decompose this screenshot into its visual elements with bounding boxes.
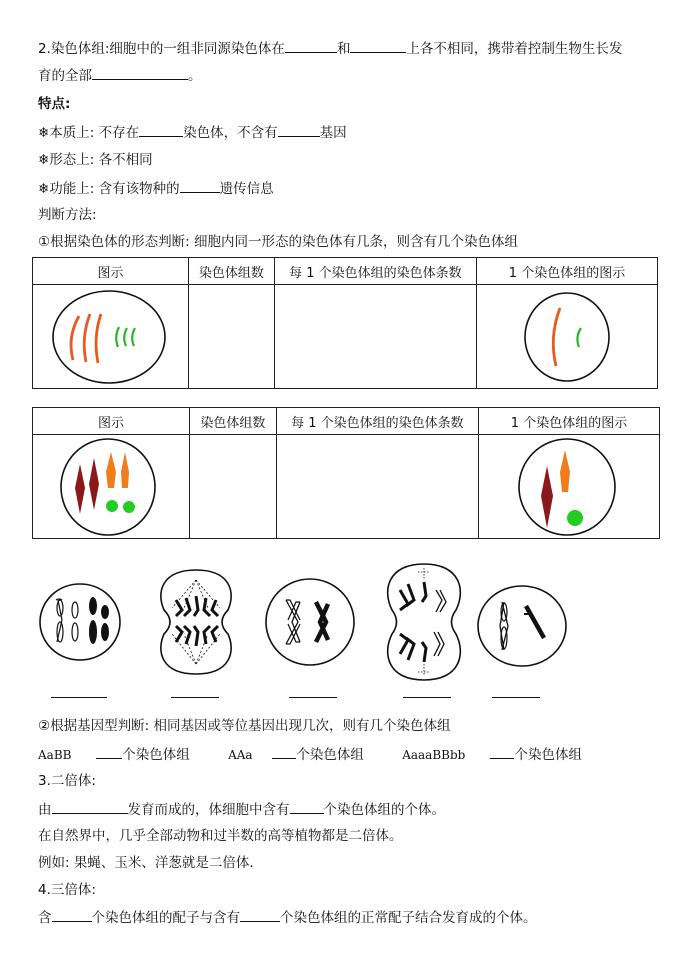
table-1-header-row [33, 258, 658, 285]
cell-diagram-e [474, 582, 570, 670]
cell-diagram-a [36, 580, 124, 664]
answer-blank[interactable] [490, 744, 514, 759]
answer-blank[interactable] [52, 907, 92, 922]
sec2-text-2: 和 [336, 41, 351, 57]
answer-blank[interactable] [180, 178, 220, 193]
cell-figure [33, 435, 190, 539]
genotype-code: AaBB [38, 748, 72, 762]
cell-answer-figure [477, 285, 658, 389]
cell-figure-2-group [479, 436, 659, 538]
sec3-text-c: 个染色体组的个体。 [323, 802, 445, 818]
table-2 [32, 407, 660, 539]
header-cell: 染色体组数 [189, 408, 276, 435]
sec2-line1 [38, 38, 622, 59]
sec2-line2 [38, 65, 202, 86]
genotype-code: AAa [228, 748, 253, 762]
answer-blank[interactable] [285, 38, 337, 53]
cell-diagram-b [154, 566, 238, 678]
sec3-line1 [38, 799, 445, 820]
answer-cell[interactable] [189, 435, 276, 539]
sec3-text-b: 发育而成的，体细胞中含有 [127, 802, 290, 818]
sec2-text-1: 2.染色体组:细胞中的一组非同源染色体在 [38, 41, 285, 57]
table-1-body-row [33, 285, 658, 389]
header-cell: 图示 [33, 408, 190, 435]
answer-blank[interactable] [278, 122, 320, 137]
genotype-row [38, 744, 582, 765]
answer-blank[interactable] [92, 65, 188, 80]
answer-line[interactable] [289, 697, 337, 698]
answer-blank[interactable] [290, 799, 324, 814]
feature-function [38, 178, 274, 199]
answer-cell[interactable] [276, 435, 478, 539]
answer-blank[interactable] [240, 907, 280, 922]
essence-text-a: ❄本质上: 不存在 [38, 125, 140, 141]
answer-line[interactable] [171, 697, 219, 698]
feature-essence [38, 122, 347, 143]
answer-blank[interactable] [272, 744, 296, 759]
genotype-suffix: 个染色体组 [514, 747, 582, 763]
header-cell: 染色体组数 [188, 258, 274, 285]
sec3-line2: 在自然界中，几乎全部动物和过半数的高等植物都是二倍体。 [38, 828, 403, 844]
header-cell: 1 个染色体组的图示 [479, 408, 660, 435]
cell-figure [33, 285, 189, 389]
feature-shape: ❄形态上: 各不相同 [38, 152, 153, 168]
cell-figure-1 [33, 287, 183, 387]
sec4-line1 [38, 907, 537, 928]
sec2-text-5: 。 [188, 68, 202, 84]
table-1 [32, 257, 658, 389]
sec3-line3: 例如: 果蝇、玉米、洋葱就是二倍体. [38, 855, 254, 871]
header-cell: 1 个染色体组的图示 [477, 258, 658, 285]
answer-blank[interactable] [350, 38, 406, 53]
cell-diagram-d [380, 560, 468, 684]
answer-line[interactable] [403, 697, 451, 698]
cell-figure-1-group [477, 287, 657, 387]
genotype-suffix: 个染色体组 [122, 747, 190, 763]
answer-line[interactable] [51, 697, 107, 698]
features-title: 特点: [38, 96, 71, 112]
header-cell: 图示 [33, 258, 189, 285]
sec4-text-c: 个染色体组的正常配子结合发育成的个体。 [280, 910, 537, 926]
sec2-text-3: 上各不相同，携带着控制生物生长发 [406, 41, 623, 57]
essence-text-c: 基因 [319, 125, 347, 141]
answer-blank[interactable] [139, 122, 183, 137]
genotype-code: AaaaBBbb [402, 748, 466, 762]
sec3-text-a: 由 [38, 802, 52, 818]
sec4-text-b: 个染色体组的配子与含有 [91, 910, 240, 926]
answer-blank[interactable] [52, 799, 128, 814]
cell-answer-figure [479, 435, 660, 539]
cell-diagram-c [262, 574, 358, 670]
method-1: ①根据染色体的形态判断: 细胞内同一形态的染色体有几条，则含有几个染色体组 [38, 234, 518, 250]
header-cell: 每 1 个染色体组的染色体条数 [276, 408, 478, 435]
header-cell: 每 1 个染色体组的染色体条数 [274, 258, 476, 285]
cell-figure-2 [33, 436, 183, 538]
answer-blank[interactable] [96, 744, 122, 759]
answer-line[interactable] [492, 697, 540, 698]
table-2-header-row [33, 408, 660, 435]
method-2: ②根据基因型判断: 相同基因或等位基因出现几次，则有几个染色体组 [38, 718, 451, 734]
method-title: 判断方法: [38, 207, 97, 223]
sec4-text-a: 含 [38, 910, 52, 926]
genotype-suffix: 个染色体组 [296, 747, 364, 763]
function-text-b: 遗传信息 [219, 181, 274, 197]
sec4-title: 4.三倍体: [38, 882, 96, 898]
function-text-a: ❄功能上: 含有该物种的 [38, 181, 180, 197]
essence-text-b: 染色体，不含有 [183, 125, 278, 141]
sec2-text-4: 育的全部 [38, 68, 92, 84]
answer-cell[interactable] [188, 285, 274, 389]
answer-cell[interactable] [274, 285, 476, 389]
table-2-body-row [33, 435, 660, 539]
sec3-title: 3.二倍体: [38, 773, 96, 789]
